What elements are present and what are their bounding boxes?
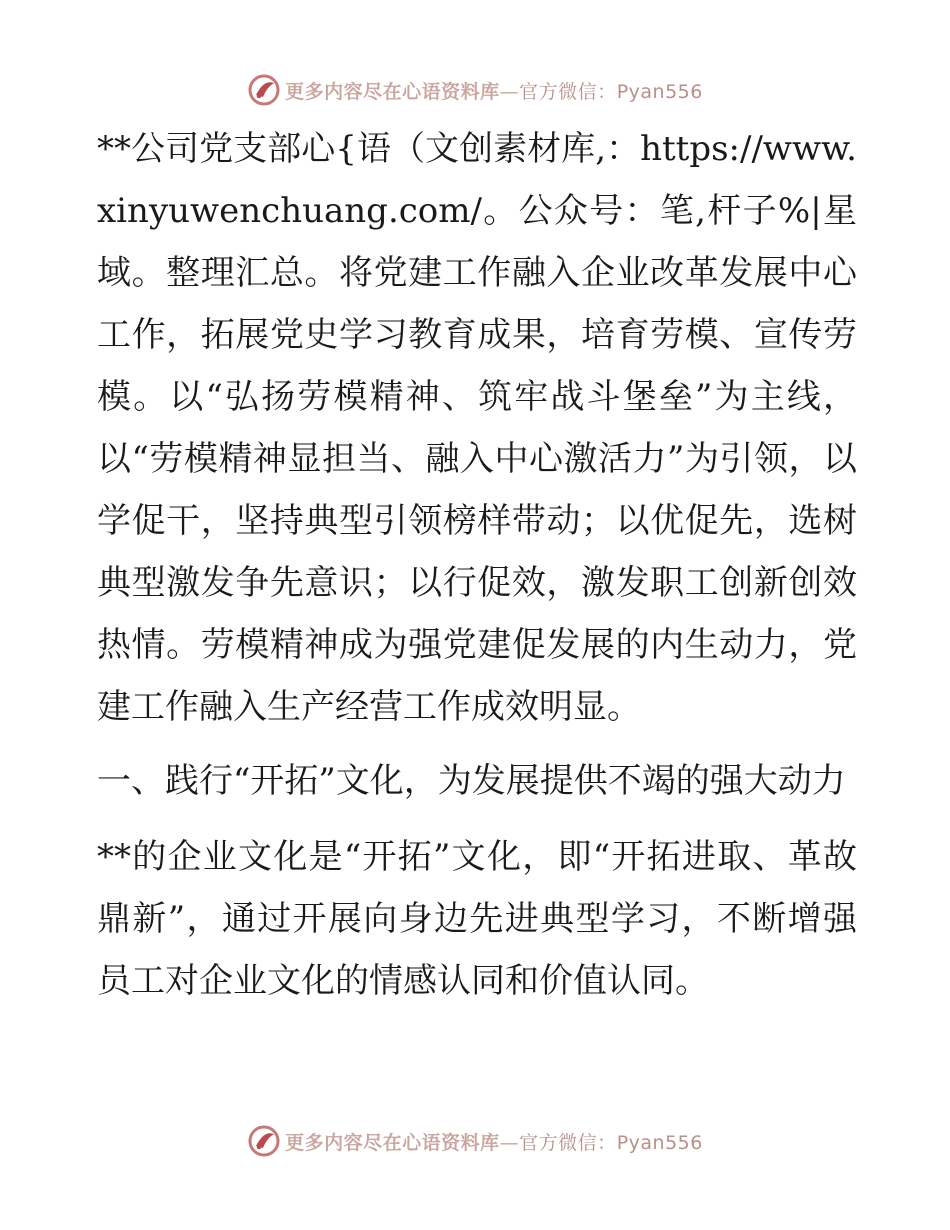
watermark-text bbox=[285, 77, 703, 104]
watermark-wechat-id: Pyan556 bbox=[616, 1131, 703, 1154]
header-watermark-banner bbox=[0, 70, 950, 110]
section-heading-1: 一、践行“开拓”文化，为发展提供不竭的强大动力 bbox=[97, 761, 846, 801]
body-paragraph-intro: **公司党支部心{语（文创素材库,：https://www.xinyuwenchuang.com/。公众号：笔,杆子%|星域。整理汇总。将党建工作融入企业改革发展中心工作，拓展党史学习教育成果，培育劳模、宣传劳模。以“弘扬劳模精神、筑牢战斗堡垒”为主线，以“劳模精神显担当、融入中心激活力”为引领，以学促干，坚持典型引领榜样带动；以优促先，选树典型激发争先意识；以行促效，激发职工创新创效热情。劳模精神成为强党建促发展的内生动力，党建工作融入生产经营工作成效明显。 bbox=[97, 129, 857, 727]
watermark-wechat-label: 官方微信： bbox=[519, 1131, 617, 1154]
watermark-separator: — bbox=[499, 80, 520, 103]
watermark-wechat-id: Pyan556 bbox=[616, 80, 703, 103]
watermark-main-text: 更多内容尽在心语资料库 bbox=[285, 80, 500, 103]
document-body bbox=[97, 118, 857, 1012]
watermark-separator: — bbox=[499, 1131, 520, 1154]
footer-watermark-banner bbox=[0, 1121, 950, 1161]
brand-logo-icon bbox=[247, 1124, 281, 1158]
body-paragraph-culture: **的企业文化是“开拓”文化，即“开拓进取、革故鼎新”，通过开展向身边先进典型学习，不断增强员工对企业文化的情感认同和价值认同。 bbox=[97, 837, 857, 1001]
brand-logo-icon bbox=[247, 73, 281, 107]
watermark-main-text: 更多内容尽在心语资料库 bbox=[285, 1131, 500, 1154]
watermark-wechat-label: 官方微信： bbox=[519, 80, 617, 103]
watermark-text bbox=[285, 1128, 703, 1155]
